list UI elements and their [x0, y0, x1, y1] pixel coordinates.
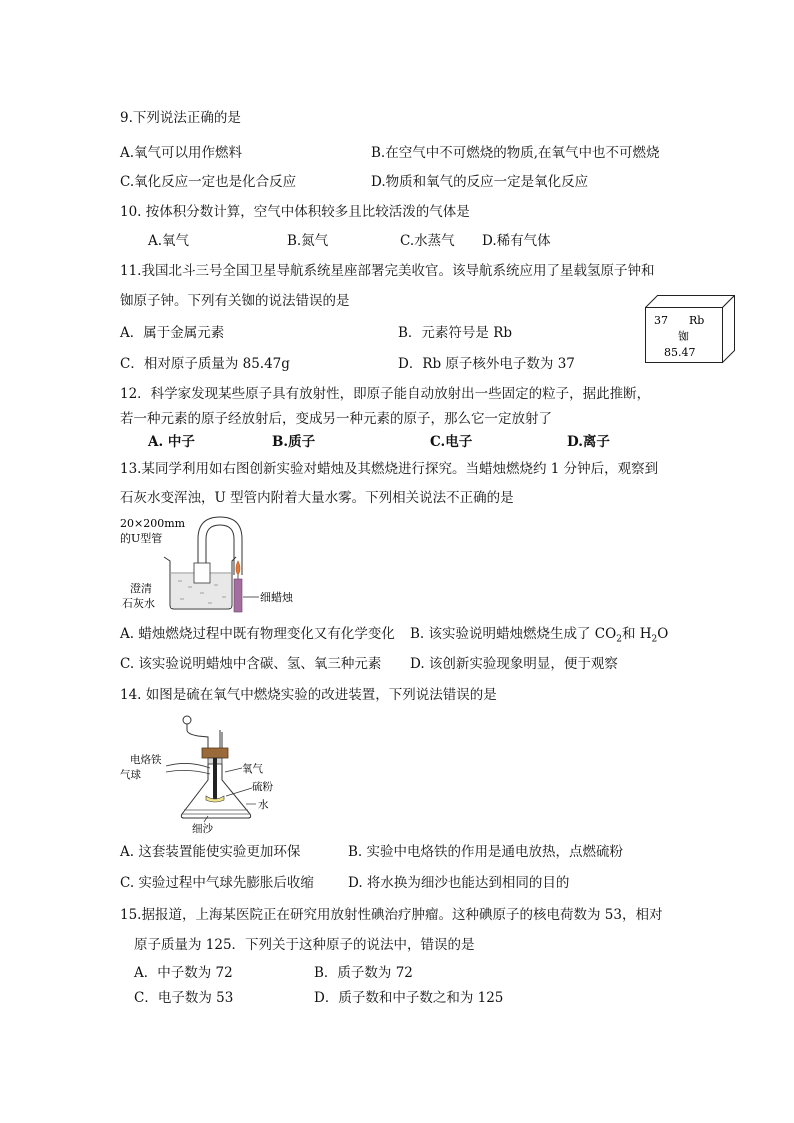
- fig13-label-candle: 细蜡烛: [260, 591, 293, 604]
- q9-option-d: D.物质和氧气的反应一定是氧化反应: [371, 174, 589, 190]
- q13-option-b-mid: 和 H: [621, 626, 652, 642]
- fig14-label-soldering-iron: 电烙铁: [130, 754, 162, 766]
- fig14-label-balloon: 气球: [120, 769, 141, 781]
- q13-option-d: D. 该创新实验现象明显，便于观察: [410, 656, 618, 672]
- candle-u-tube-figure: [118, 515, 318, 615]
- q15-option-a: A．中子数为 72: [134, 965, 233, 981]
- q13-option-b-sub2: 2: [651, 634, 658, 645]
- q10-option-b: B.氮气: [287, 233, 329, 249]
- fig13-label-u-tube-size: 20×200mm: [120, 517, 186, 530]
- q11-option-b: B．元素符号是 Rb: [398, 325, 513, 341]
- fig14-label-oxygen: 氧气: [242, 763, 263, 775]
- q13-stem-line2: 石灰水变浑浊，U 型管内附着大量水雾。下列相关说法不正确的是: [120, 490, 514, 506]
- q12-option-d: D.离子: [567, 434, 610, 450]
- q15-option-b: B．质子数为 72: [314, 965, 413, 981]
- q14-option-c: C. 实验过程中气球先膨胀后收缩: [120, 875, 314, 891]
- element-symbol: Rb: [689, 314, 705, 327]
- q13-option-b-post: O: [657, 626, 669, 642]
- q12-stem-line2: 若一种元素的原子经放射后，变成另一种元素的原子，那么它一定放射了: [120, 411, 552, 427]
- q10-option-c: C.水蒸气: [400, 233, 455, 249]
- q10-stem: 10. 按体积分数计算，空气中体积较多且比较活泼的气体是: [120, 204, 470, 220]
- fig13-label-u-tube: 的U型管: [120, 532, 163, 545]
- q15-option-c: C．电子数为 53: [134, 990, 234, 1006]
- q9-stem: 9.下列说法正确的是: [120, 110, 241, 126]
- q12-option-b: B.质子: [272, 434, 316, 450]
- fig14-label-sulfur: 硫粉: [252, 781, 273, 793]
- fig13-label-limewater-2: 石灰水: [122, 597, 155, 610]
- q9-option-b: B.在空气中不可燃烧的物质,在氧气中也不可燃烧: [371, 145, 660, 161]
- element-name: 铷: [678, 330, 689, 343]
- q11-stem-line2: 铷原子钟。下列有关铷的说法错误的是: [120, 293, 350, 309]
- q14-option-a: A. 这套装置能使实验更加环保: [120, 844, 301, 860]
- q10-option-d: D.稀有气体: [482, 233, 551, 249]
- q12-stem-line1: 12．科学家发现某些原子具有放射性，即原子能自动放射出一些固定的粒子，据此推断，: [120, 386, 651, 402]
- q11-stem-line1: 11.我国北斗三号全国卫星导航系统星座部署完美收官。该导航系统应用了星载氢原子钟和: [120, 263, 655, 279]
- fig14-label-sand: 细沙: [192, 823, 213, 835]
- element-atomic-number: 37: [654, 314, 668, 327]
- q13-option-b-text: B. 该实验说明蜡烛燃烧生成了 CO: [410, 626, 617, 642]
- q14-stem: 14. 如图是硫在氧气中燃烧实验的改进装置，下列说法错误的是: [120, 687, 497, 703]
- q14-option-d: D. 将水换为细沙也能达到相同的目的: [348, 875, 570, 891]
- q11-option-a: A．属于金属元素: [120, 325, 225, 341]
- element-card-rubidium: [645, 295, 735, 363]
- q13-option-c: C. 该实验说明蜡烛中含碳、氢、氧三种元素: [120, 656, 382, 672]
- q13-stem-line1: 13.某同学利用如右图创新实验对蜡烛及其燃烧进行探究。当蜡烛燃烧约 1 分钟后，观察到: [120, 461, 659, 477]
- q15-stem-line2: 原子质量为 125．下列关于这种原子的说法中，错误的是: [134, 937, 475, 953]
- q15-option-d: D．质子数和中子数之和为 125: [314, 990, 504, 1006]
- q12-option-c: C.电子: [430, 434, 473, 450]
- fig13-label-limewater-1: 澄清: [130, 582, 152, 595]
- q15-stem-line1: 15.据报道，上海某医院正在研究用放射性碘治疗肿瘤。这种碘原子的核电荷数为 53，相对: [120, 907, 663, 923]
- element-atomic-mass: 85.47: [664, 346, 696, 359]
- q11-option-d: D．Rb 原子核外电子数为 37: [398, 356, 575, 372]
- q11-option-c: C．相对原子质量为 85.47g: [120, 356, 290, 372]
- q13-option-b-sub1: 2: [616, 634, 622, 645]
- q12-option-a: A. 中子: [148, 434, 195, 450]
- sulfur-combustion-figure: [118, 710, 288, 835]
- q14-option-b: B. 实验中电烙铁的作用是通电放热，点燃硫粉: [348, 844, 624, 860]
- q13-option-b: [410, 625, 668, 643]
- q10-option-a: A.氧气: [148, 233, 190, 249]
- q13-option-a: A. 蜡烛燃烧过程中既有物理变化又有化学变化: [120, 626, 395, 642]
- q9-option-c: C.氧化反应一定也是化合反应: [120, 174, 297, 190]
- q9-option-a: A.氧气可以用作燃料: [120, 145, 243, 161]
- fig14-label-water: 水: [258, 799, 269, 811]
